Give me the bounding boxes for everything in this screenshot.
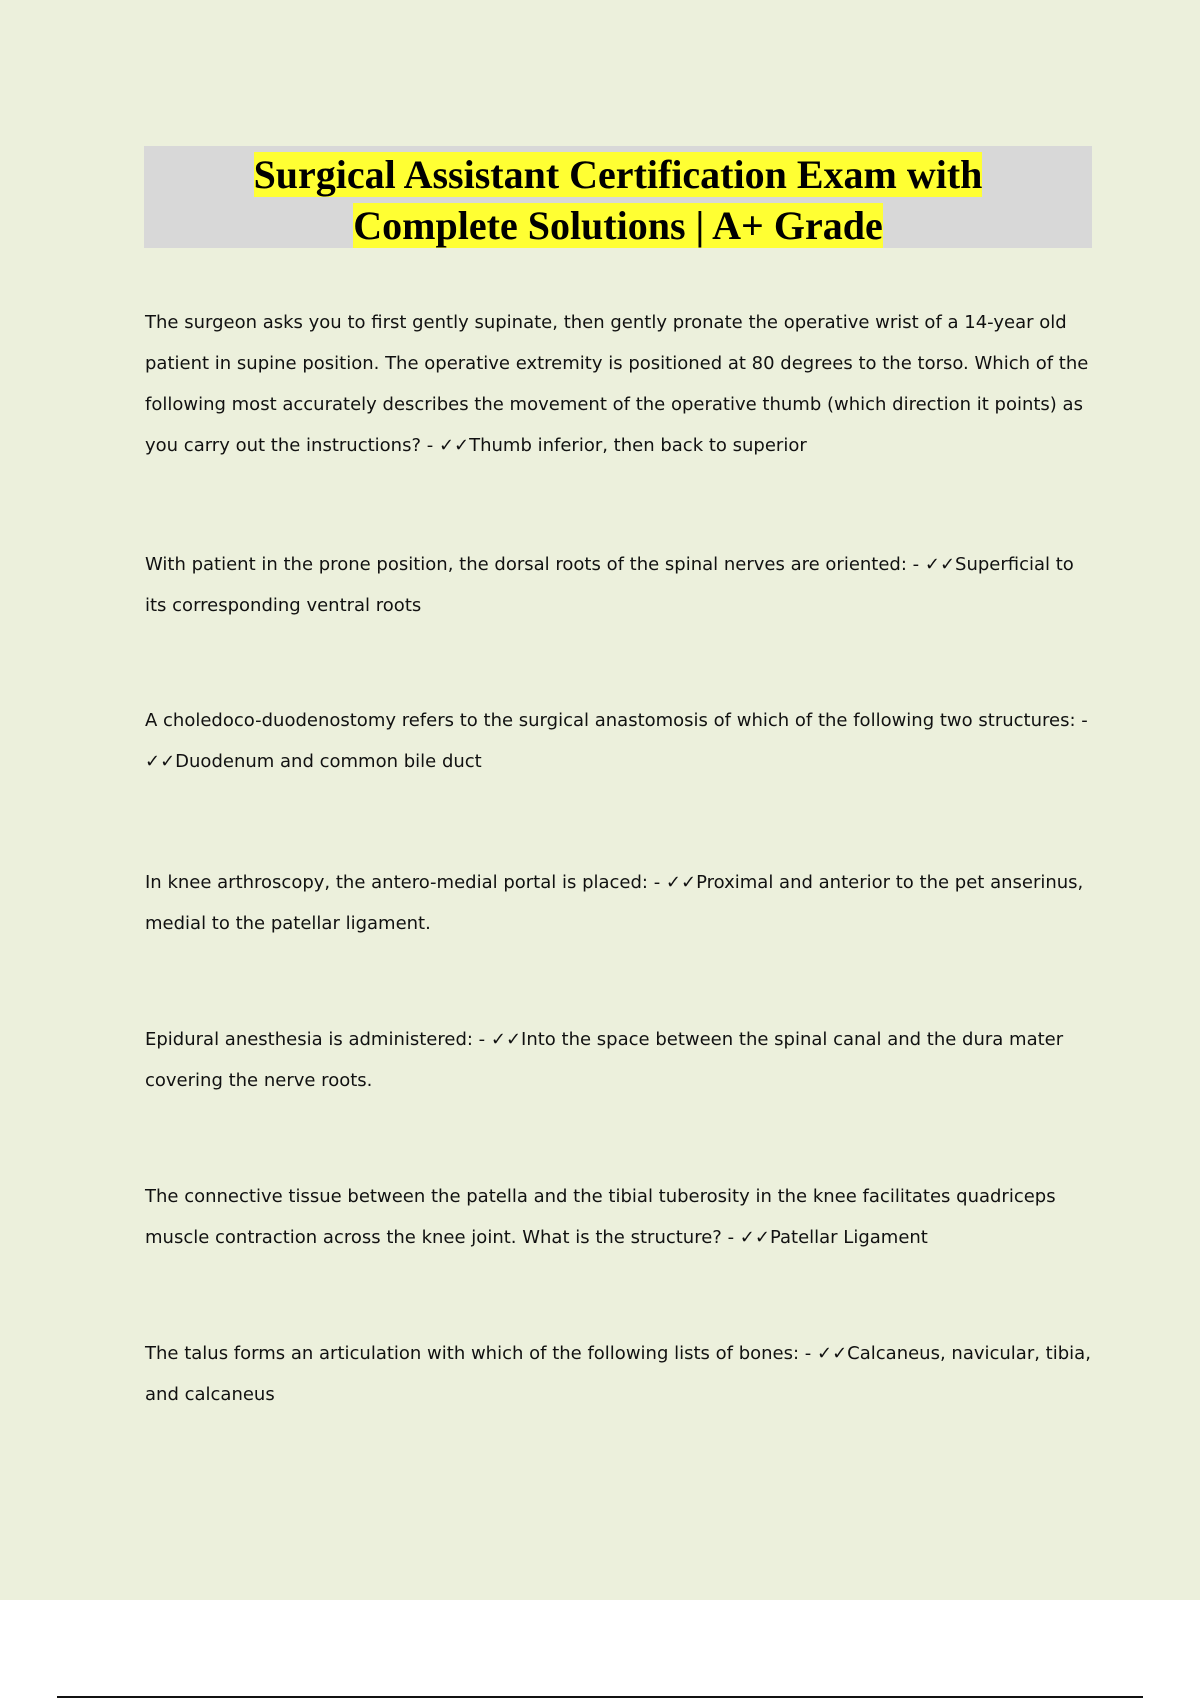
qa-item-talus-articulation: The talus forms an articulation with which of the following lists of bones: - ✓✓Calcaneus, navicular, tibia, and calcaneus (145, 1343, 1091, 1405)
qa-item-wrist-rotation: The surgeon asks you to first gently supinate, then gently pronate the operative wrist of a 14-year old patient in supine position. The operative extremity is positioned at 80 degrees to the torso. Which of the following most accurately describes the movement of the operative thumb (which direction it points) as you carry out the instructions? - ✓✓Thumb inferior, then back to superior (145, 312, 1089, 456)
qa-item-patellar-ligament: The connective tissue between the patella and the tibial tuberosity in the knee facilitates quadriceps muscle contraction across the knee joint. What is the structure? - ✓✓Patellar Ligament (145, 1186, 1056, 1248)
qa-item-knee-arthroscopy: In knee arthroscopy, the antero-medial portal is placed: - ✓✓Proximal and anterior to the pet anserinus, medial to the patellar ligament. (145, 872, 1084, 934)
qa-item-choledoco-duodenostomy: A choledoco-duodenostomy refers to the surgical anastomosis of which of the following two structures: - ✓✓Duodenum and common bile duct (145, 710, 1088, 772)
document-title-line-1: Surgical Assistant Certification Exam with (253, 152, 983, 197)
page-divider (57, 1696, 1143, 1698)
qa-item-epidural-anesthesia: Epidural anesthesia is administered: - ✓✓Into the space between the spinal canal and the dura mater covering the nerve roots. (145, 1029, 1064, 1091)
qa-item-dorsal-roots: With patient in the prone position, the dorsal roots of the spinal nerves are oriented: - ✓✓Superficial to its corresponding ventral roots (145, 554, 1074, 616)
document-title-line-2: Complete Solutions | A+ Grade (353, 203, 883, 248)
title-banner (144, 146, 1092, 248)
